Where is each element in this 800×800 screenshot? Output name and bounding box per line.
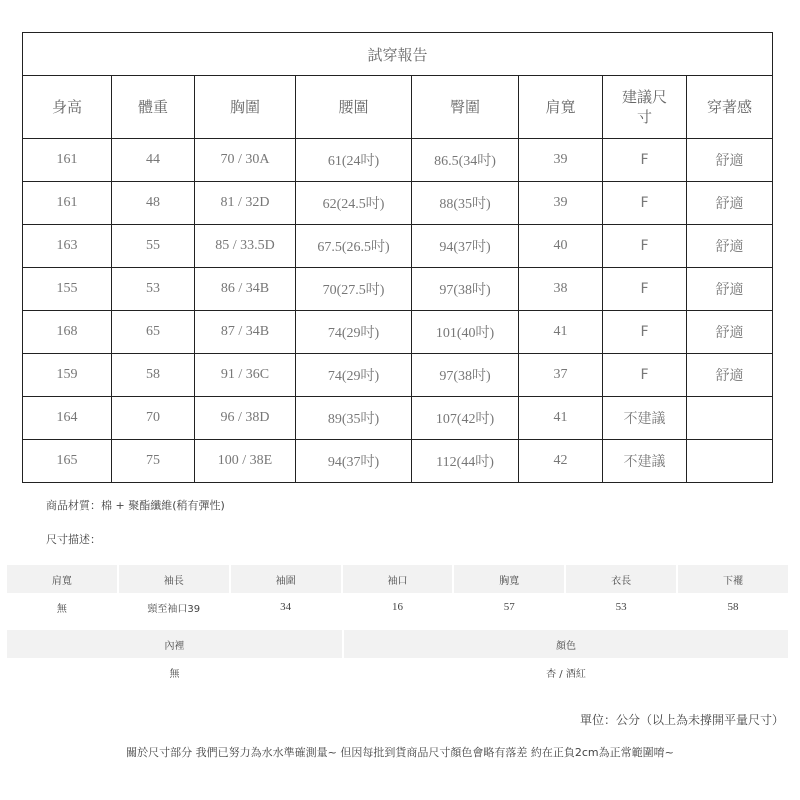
fit-header-cell: 建議尺 寸: [603, 76, 687, 139]
fit-report-cell: 67.5(26.5吋): [296, 225, 412, 268]
size-description-table: [5, 565, 790, 621]
size-header-cell: 肩寬: [7, 565, 117, 593]
fit-header-cell: 腰圍: [296, 76, 412, 139]
fit-report-cell: 168: [23, 311, 112, 354]
fit-report-cell: 39: [519, 139, 603, 182]
fit-report-cell: 81 / 32D: [195, 182, 296, 225]
fit-report-cell: 97(38吋): [412, 354, 519, 397]
fit-report-cell: F: [603, 311, 687, 354]
fit-report-cell: 100 / 38E: [195, 440, 296, 483]
fit-report-row: [23, 397, 773, 440]
fit-header-cell: 身高: [23, 76, 112, 139]
fit-header-cell: 肩寬: [519, 76, 603, 139]
material-note: 商品材質：棉 + 聚酯纖維(稍有彈性): [46, 499, 225, 512]
lining-color-table: [5, 630, 790, 686]
size-value-cell: 頸至袖口39: [147, 603, 201, 615]
size-table-header-row: [7, 565, 788, 593]
fit-report-cell: 86 / 34B: [195, 268, 296, 311]
fit-report-cell: [687, 397, 773, 440]
fit-report-cell: 159: [23, 354, 112, 397]
fit-report-cell: 舒適: [687, 225, 773, 268]
fit-report-cell: 48: [112, 182, 195, 225]
fit-header-cell: 胸圍: [195, 76, 296, 139]
size-value-cell: 58: [727, 601, 739, 613]
fit-report-cell: 70: [112, 397, 195, 440]
lining-color-value-cell: 無: [169, 668, 180, 680]
fit-report-header-row: [23, 76, 773, 139]
size-value-cell: 57: [503, 601, 515, 613]
fit-report-row: [23, 440, 773, 483]
fit-report-row: [23, 225, 773, 268]
lining-color-header-cell: 內裡: [7, 630, 342, 658]
fit-report-cell: 87 / 34B: [195, 311, 296, 354]
fit-report-cell: 39: [519, 182, 603, 225]
size-table-value-row: [7, 593, 788, 621]
size-header-cell: 袖口: [343, 565, 453, 593]
size-value-cell: 無: [56, 603, 67, 615]
fit-header-cell: 臀圍: [412, 76, 519, 139]
fit-report-cell: [687, 440, 773, 483]
fit-header-cell: 穿著感: [687, 76, 773, 139]
fit-report-cell: 42: [519, 440, 603, 483]
fit-report-body: [23, 139, 773, 483]
fit-report-cell: 37: [519, 354, 603, 397]
fit-report-cell: 96 / 38D: [195, 397, 296, 440]
fit-report-row: [23, 311, 773, 354]
fit-report-cell: 74(29吋): [296, 311, 412, 354]
fit-report-cell: F: [603, 182, 687, 225]
size-header-cell: 胸寬: [454, 565, 564, 593]
fit-report-cell: 75: [112, 440, 195, 483]
fit-report-row: [23, 354, 773, 397]
fit-report-cell: 70(27.5吋): [296, 268, 412, 311]
fit-report-cell: 44: [112, 139, 195, 182]
fit-report-cell: 61(24吋): [296, 139, 412, 182]
fit-report-cell: 101(40吋): [412, 311, 519, 354]
fit-report-cell: 107(42吋): [412, 397, 519, 440]
fit-report-cell: 97(38吋): [412, 268, 519, 311]
fit-report-cell: 62(24.5吋): [296, 182, 412, 225]
fit-report-cell: 65: [112, 311, 195, 354]
fit-report-cell: 41: [519, 311, 603, 354]
fit-report-cell: 舒適: [687, 139, 773, 182]
lining-color-header-cell: 顏色: [344, 630, 788, 658]
fit-report-table: [22, 32, 773, 483]
fit-report-cell: 155: [23, 268, 112, 311]
fit-report-cell: 85 / 33.5D: [195, 225, 296, 268]
size-description-label: 尺寸描述：: [46, 533, 101, 546]
size-header-cell: 袖長: [119, 565, 229, 593]
size-header-cell: 下襬: [678, 565, 788, 593]
fit-report-cell: 舒適: [687, 182, 773, 225]
fit-report-cell: 不建議: [603, 440, 687, 483]
fit-report-cell: 41: [519, 397, 603, 440]
fit-report-cell: 74(29吋): [296, 354, 412, 397]
fit-report-cell: 94(37吋): [296, 440, 412, 483]
lining-color-value-row: [7, 658, 788, 686]
fit-report-cell: 58: [112, 354, 195, 397]
lining-color-header-row: [7, 630, 788, 658]
size-value-cell: 16: [391, 601, 403, 613]
fit-report-cell: 94(37吋): [412, 225, 519, 268]
size-disclaimer: 關於尺寸部分 我們已努力為水水準確測量~ 但因每批到貨商品尺寸顏色會略有落差 約在正負2cm為正常範圍唷~: [126, 746, 674, 759]
fit-report-cell: 舒適: [687, 268, 773, 311]
fit-report-cell: F: [603, 354, 687, 397]
size-value-cell: 53: [615, 601, 627, 613]
fit-report-cell: 91 / 36C: [195, 354, 296, 397]
fit-report-cell: 不建議: [603, 397, 687, 440]
fit-report-cell: 舒適: [687, 354, 773, 397]
fit-report-row: [23, 268, 773, 311]
fit-report-cell: 161: [23, 139, 112, 182]
fit-report-cell: F: [603, 225, 687, 268]
fit-report-cell: 舒適: [687, 311, 773, 354]
fit-report-title: 試穿報告: [23, 33, 773, 76]
fit-report-cell: 88(35吋): [412, 182, 519, 225]
fit-report-row: [23, 182, 773, 225]
fit-report-cell: 164: [23, 397, 112, 440]
fit-report-cell: 112(44吋): [412, 440, 519, 483]
unit-note: 單位：公分（以上為未撐開平量尺寸）: [579, 713, 784, 727]
fit-report-cell: 161: [23, 182, 112, 225]
fit-report-cell: 53: [112, 268, 195, 311]
fit-report-cell: 86.5(34吋): [412, 139, 519, 182]
fit-report-cell: 55: [112, 225, 195, 268]
fit-report-cell: F: [603, 139, 687, 182]
size-header-cell: 袖圍: [231, 565, 341, 593]
fit-report-cell: 89(35吋): [296, 397, 412, 440]
fit-report-cell: 70 / 30A: [195, 139, 296, 182]
fit-report-row: [23, 139, 773, 182]
lining-color-value-cell: 杏 / 酒紅: [546, 668, 586, 680]
fit-report-cell: 163: [23, 225, 112, 268]
size-value-cell: 34: [280, 601, 292, 613]
size-header-cell: 衣長: [566, 565, 676, 593]
fit-report-cell: 38: [519, 268, 603, 311]
fit-report-cell: 165: [23, 440, 112, 483]
fit-report-cell: 40: [519, 225, 603, 268]
fit-report-cell: F: [603, 268, 687, 311]
fit-header-cell: 體重: [112, 76, 195, 139]
